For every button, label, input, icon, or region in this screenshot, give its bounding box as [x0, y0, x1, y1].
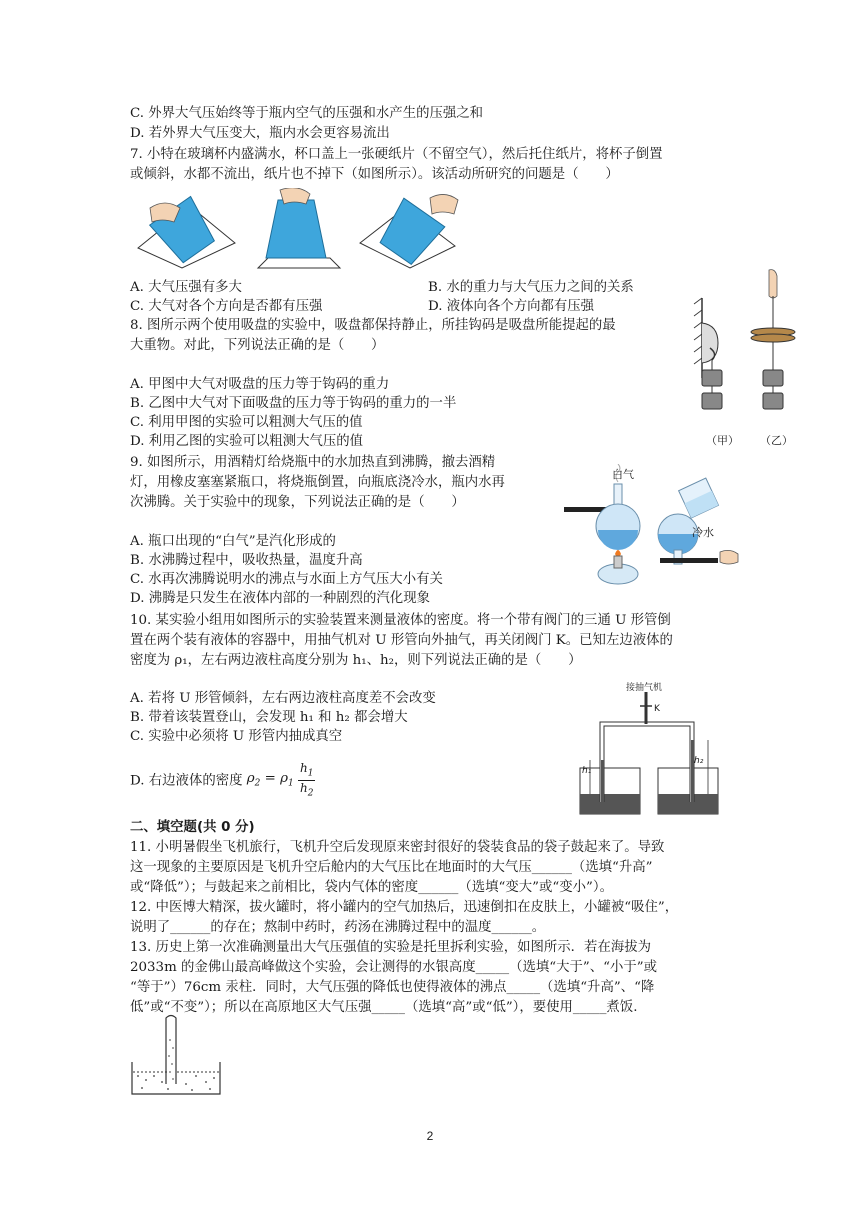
q8-suction-cup-figure [684, 268, 809, 428]
q10-stem-line1: 10. 某实验小组用如图所示的实验装置来测量液体的密度。将一个带有阀门的三通 U 形管倒 [130, 613, 671, 628]
q11-line2: 这一现象的主要原因是飞机升空后舱内的大气压比在地面时的大气压______（选填“升高” [130, 860, 653, 875]
q7-option-c: C. 大气对各个方向是否都有压强 [130, 299, 323, 314]
q9-stem-line1: 9. 如图所示，用酒精灯给烧瓶中的水加热直到沸腾，撤去酒精 [130, 455, 496, 470]
q10-stem-line3: 密度为 ρ₁，左右两边液柱高度分别为 h₁、h₂，则下列说法正确的是（ ） [130, 653, 582, 668]
q12-line2: 说明了______的存在；熬制中药时，药汤在沸腾过程中的温度______。 [130, 920, 546, 935]
q7-stem-line2: 或倾斜，水都不流出，纸片也不掉下（如图所示）。该活动所研究的问题是（ ） [130, 167, 619, 182]
q13-torricelli-figure [130, 1014, 222, 1096]
q9-figure-label-lengshui: 冷水 [692, 526, 714, 539]
q6-option-c: C. 外界大气压始终等于瓶内空气的压强和水产生的压强之和 [130, 106, 484, 121]
q8-option-c: C. 利用甲图的实验可以粗测大气压的值 [130, 415, 363, 430]
q13-line3: “等于”）76cm 汞柱．同时，大气压强的降低也使得液体的沸点_____（选填“升高”、“降 [130, 980, 655, 995]
q10-figure-label-pump: 接抽气机 [626, 683, 663, 693]
q8-option-a: A. 甲图中大气对吸盘的压力等于钩码的重力 [130, 377, 390, 392]
q10-stem-line2: 置在两个装有液体的容器中，用抽气机对 U 形管向外抽气，再关闭阀门 K。已知左边液体的 [130, 633, 673, 648]
q10-option-d-label: D. 右边液体的密度 [130, 773, 243, 789]
q9-option-d: D. 沸腾是只发生在液体内部的一种剧烈的汽化现象 [130, 591, 430, 606]
q9-option-b: B. 水沸腾过程中，吸收热量，温度升高 [130, 553, 363, 568]
q13-line2: 2033m 的金佛山最高峰做这个实验，会让测得的水银高度_____（选填“大于”、“小于”或 [130, 960, 657, 975]
q12-line1: 12. 中医博大精深，拔火罐时，将小罐内的空气加热后，迅速倒扣在皮肤上，小罐被“吸住”， [130, 900, 679, 915]
q8-stem-line1: 8. 图所示两个使用吸盘的实验中，吸盘都保持静止，所挂钩码是吸盘所能提起的最 [130, 318, 616, 333]
q8-figure-label-yi: （乙） [760, 434, 793, 447]
q8-stem-line2: 大重物。对此，下列说法正确的是（ ） [130, 338, 385, 353]
q6-option-d: D. 若外界大气压变大，瓶内水会更容易流出 [130, 126, 390, 141]
q7-cup-figure [130, 188, 465, 270]
q10-option-c: C. 实验中必须将 U 形管内抽成真空 [130, 729, 343, 744]
q9-figure-label-baiqi: 白气 [612, 468, 634, 481]
q7-option-b: B. 水的重力与大气压力之间的关系 [428, 280, 634, 295]
q7-stem-line1: 7. 小特在玻璃杯内盛满水，杯口盖上一张硬纸片（不留空气），然后托住纸片，将杯子倒置 [130, 147, 663, 162]
q9-option-a: A. 瓶口出现的“白气”是汽化形成的 [130, 534, 336, 549]
q10-figure-label-k: K [654, 704, 660, 714]
section-heading-fill-in: 二、填空题(共 0 分) [130, 820, 255, 835]
q13-line4: 低”或“不变”）；所以在高原地区大气压强_____（选填“高”或“低”），要使用_____煮饭. [130, 1000, 638, 1015]
q9-option-c: C. 水再次沸腾说明水的沸点与水面上方气压大小有关 [130, 572, 443, 587]
q7-option-a: A. 大气压强有多大 [130, 280, 242, 295]
q10-figure-label-h1: h₁ [582, 766, 592, 776]
q8-option-d: D. 利用乙图的实验可以粗测大气压的值 [130, 434, 364, 449]
q7-option-d: D. 液体向各个方向都有压强 [428, 299, 595, 314]
q11-line3: 或“降低”）；与鼓起来之前相比，袋内气体的密度______（选填“变大”或“变小”）。 [130, 880, 613, 895]
q10-figure-label-h2: h₂ [694, 756, 704, 766]
q8-option-b: B. 乙图中大气对下面吸盘的压力等于钩码的重力的一半 [130, 396, 457, 411]
q10-option-a: A. 若将 U 形管倾斜，左右两边液柱高度差不会改变 [130, 691, 436, 706]
q8-figure-label-jia: （甲） [706, 434, 739, 447]
q10-option-b: B. 带着该装置登山，会发现 h₁ 和 h₂ 都会增大 [130, 710, 408, 725]
page-number: 2 [426, 1129, 434, 1143]
q10-option-d-formula: $\rho_2 = \rho_1$ $\frac{h_1}{h_2}$ [246, 761, 314, 799]
q10-u-tube-figure [576, 676, 724, 816]
q10-option-d [130, 761, 315, 801]
q13-line1: 13. 历史上第一次准确测量出大气压强值的实验是托里拆利实验，如图所示．若在海拔为 [130, 940, 652, 955]
q11-line1: 11. 小明暑假坐飞机旅行，飞机升空后发现原来密封很好的袋装食品的袋子鼓起来了。导致 [130, 840, 665, 855]
q9-stem-line3: 次沸腾。关于实验中的现象，下列说法正确的是（ ） [130, 495, 465, 510]
q9-stem-line2: 灯，用橡皮塞塞紧瓶口，将烧瓶倒置，向瓶底浇冷水，瓶内水再 [130, 475, 505, 490]
